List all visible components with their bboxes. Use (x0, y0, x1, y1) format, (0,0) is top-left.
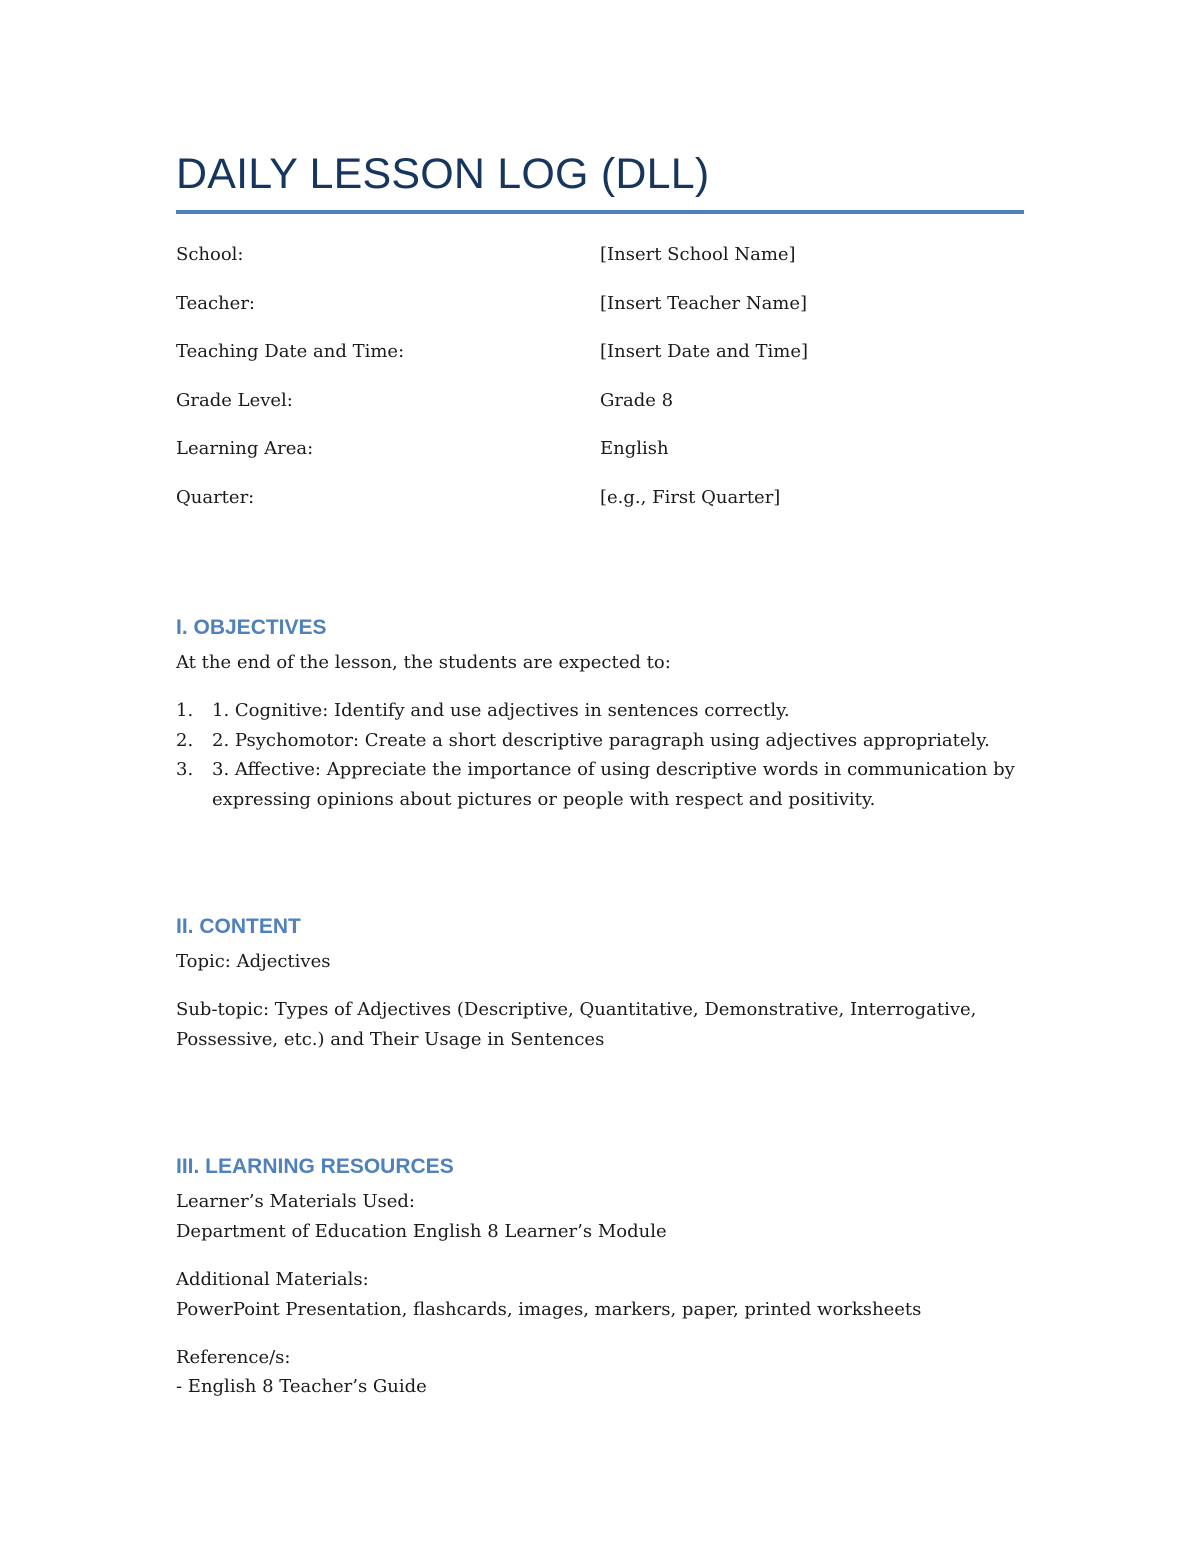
info-row-teacher (176, 289, 1024, 338)
content-topic: Topic: Adjectives (176, 951, 331, 972)
info-row-learning-area (176, 434, 1024, 483)
list-item (176, 755, 1024, 814)
list-item-text: 2. Psychomotor: Create a short descriptive paragraph using adjectives appropriately. (212, 729, 990, 751)
info-row-quarter (176, 483, 1024, 532)
objectives-intro: At the end of the lesson, the students are expected to: (176, 652, 671, 673)
list-item (176, 696, 1024, 726)
list-item-text: 3. Affective: Appreciate the importance of using descriptive words in communication by expressing opinions about pictures or people with respect and positivity. (212, 759, 1015, 810)
info-table (176, 240, 1024, 532)
info-row-date-time (176, 337, 1024, 386)
references-label: Reference/s: (176, 1347, 291, 1368)
info-value: Grade 8 (600, 389, 674, 411)
info-label: Learning Area: (176, 438, 314, 460)
list-item-number: 2. (176, 729, 194, 751)
references-value: - English 8 Teacher’s Guide (176, 1376, 427, 1397)
additional-materials-value: PowerPoint Presentation, flashcards, images, markers, paper, printed worksheets (176, 1299, 922, 1320)
objectives-heading: I. OBJECTIVES (176, 616, 327, 639)
info-value: [Insert School Name] (600, 244, 796, 265)
info-value: [Insert Date and Time] (600, 341, 809, 363)
info-row-grade-level (176, 386, 1024, 435)
list-item-number: 3. (176, 759, 194, 780)
info-label: Grade Level: (176, 389, 293, 411)
info-value: English (600, 438, 669, 460)
content-heading: II. CONTENT (176, 915, 301, 938)
info-value: [Insert Teacher Name] (600, 292, 808, 314)
info-label: School: (176, 244, 244, 265)
document-title: DAILY LESSON LOG (DLL) (176, 150, 710, 198)
info-label: Teacher: (176, 292, 255, 314)
learners-materials-label: Learner’s Materials Used: (176, 1191, 415, 1212)
title-underline (176, 210, 1024, 214)
additional-materials-label: Additional Materials: (176, 1269, 369, 1290)
objectives-list (176, 696, 1024, 814)
info-label: Quarter: (176, 486, 255, 508)
learners-materials-value: Department of Education English 8 Learner’s Module (176, 1221, 667, 1242)
info-value: [e.g., First Quarter] (600, 486, 781, 508)
content-subtopic: Sub-topic: Types of Adjectives (Descriptive, Quantitative, Demonstrative, Interrogative, Possessive, etc.) and Their Usage in Sentences (176, 999, 977, 1050)
info-row-school (176, 240, 1024, 289)
info-label: Teaching Date and Time: (176, 341, 405, 363)
list-item-text: 1. Cognitive: Identify and use adjectives in sentences correctly. (212, 700, 790, 721)
resources-heading: III. LEARNING RESOURCES (176, 1155, 454, 1178)
list-item-number: 1. (176, 700, 194, 721)
list-item (176, 726, 1024, 756)
